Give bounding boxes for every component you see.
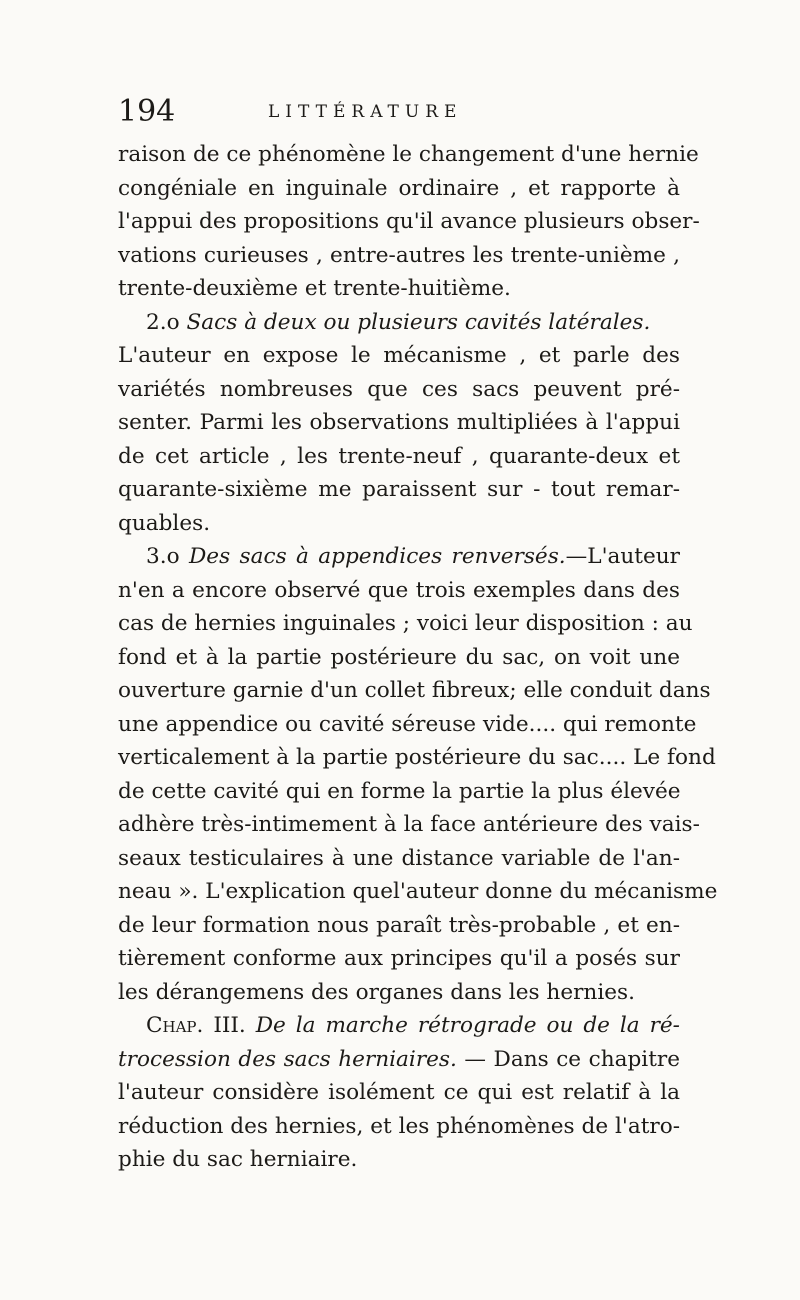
- text-line: adhère très-intimement à la face antérieure des vais-: [118, 812, 700, 837]
- chapter-title: De la marche rétrograde ou de la ré-: [255, 1013, 680, 1038]
- text-line: l'appui des propositions qu'il avance plusieurs obser-: [118, 209, 700, 234]
- page-header: [118, 92, 680, 138]
- text-line: fond et à la partie postérieure du sac, on voit une: [118, 644, 680, 670]
- text-line: de leur formation nous paraît très-probable , et en-: [118, 912, 680, 938]
- text-line: tièrement conforme aux principes qu'il a posés sur: [118, 946, 680, 971]
- chapter-number: Chap. III.: [146, 1013, 246, 1038]
- heading-continuation: —L'auteur: [565, 544, 680, 569]
- body-text: [118, 138, 718, 1177]
- paragraph-1: [118, 138, 700, 306]
- text-line: verticalement à la partie postérieure du sac.... Le fond: [118, 745, 716, 770]
- text-line: de cet article , les trente-neuf , quarante-deux et: [118, 443, 680, 469]
- section-number: 2.o: [146, 309, 180, 335]
- text-line: variétés nombreuses que ces sacs peuvent pré-: [118, 376, 680, 402]
- page-number: 194: [118, 94, 176, 129]
- text-line: congéniale en inguinale ordinaire , et rapporte à: [118, 175, 680, 201]
- section-heading-3: [118, 540, 680, 574]
- text-line: raison de ce phénomène le changement d'une hernie: [118, 142, 699, 167]
- text-line: cas de hernies inguinales ; voici leur disposition : au: [118, 611, 693, 636]
- running-head: LITTÉRATURE: [268, 102, 463, 122]
- text-line: de cette cavité qui en forme la partie la plus élevée: [118, 778, 681, 804]
- chapter-title-continued: trocession des sacs herniaires.: [118, 1046, 457, 1072]
- text-line: l'auteur considère isolément ce qui est relatif à la: [118, 1080, 680, 1105]
- section-title: Sacs à deux ou plusieurs cavités latérales.: [186, 309, 651, 335]
- chapter-heading-line-2: [118, 1043, 680, 1077]
- section-heading-2: [118, 306, 680, 340]
- text-line: vations curieuses , entre-autres les trente-unième ,: [118, 242, 680, 268]
- paragraph-3: [118, 540, 718, 1009]
- text-line: quables.: [118, 510, 211, 536]
- text-line: une appendice ou cavité séreuse vide.... qui remonte: [118, 711, 697, 737]
- text-line: quarante-sixième me paraissent sur - tout remar-: [118, 477, 680, 502]
- paragraph-4: [118, 1009, 680, 1177]
- text-line: seaux testiculaires à une distance variable de l'an-: [118, 845, 680, 871]
- text-line: réduction des hernies, et les phénomènes de l'atro-: [118, 1113, 680, 1139]
- section-number: 3.o: [146, 544, 180, 569]
- text-line: neau ». L'explication quel'auteur donne du mécanisme: [118, 879, 718, 904]
- text-line: les dérangemens des organes dans les hernies.: [118, 979, 635, 1005]
- text-line: senter. Parmi les observations multipliées à l'appui: [118, 410, 680, 435]
- paragraph-2: [118, 306, 680, 541]
- text-line: L'auteur en expose le mécanisme , et parle des: [118, 343, 680, 368]
- text-line: n'en a encore observé que trois exemples dans des: [118, 577, 680, 603]
- text-line: trente-deuxième et trente-huitième.: [118, 276, 511, 301]
- text-line: phie du sac herniaire.: [118, 1147, 358, 1172]
- book-page: [118, 92, 718, 1177]
- heading-continuation: — Dans ce chapitre: [464, 1046, 680, 1072]
- chapter-heading: [118, 1009, 680, 1043]
- text-line: ouverture garnie d'un collet fibreux; elle conduit dans: [118, 678, 711, 703]
- section-title: Des sacs à appendices renversés.: [188, 544, 566, 569]
